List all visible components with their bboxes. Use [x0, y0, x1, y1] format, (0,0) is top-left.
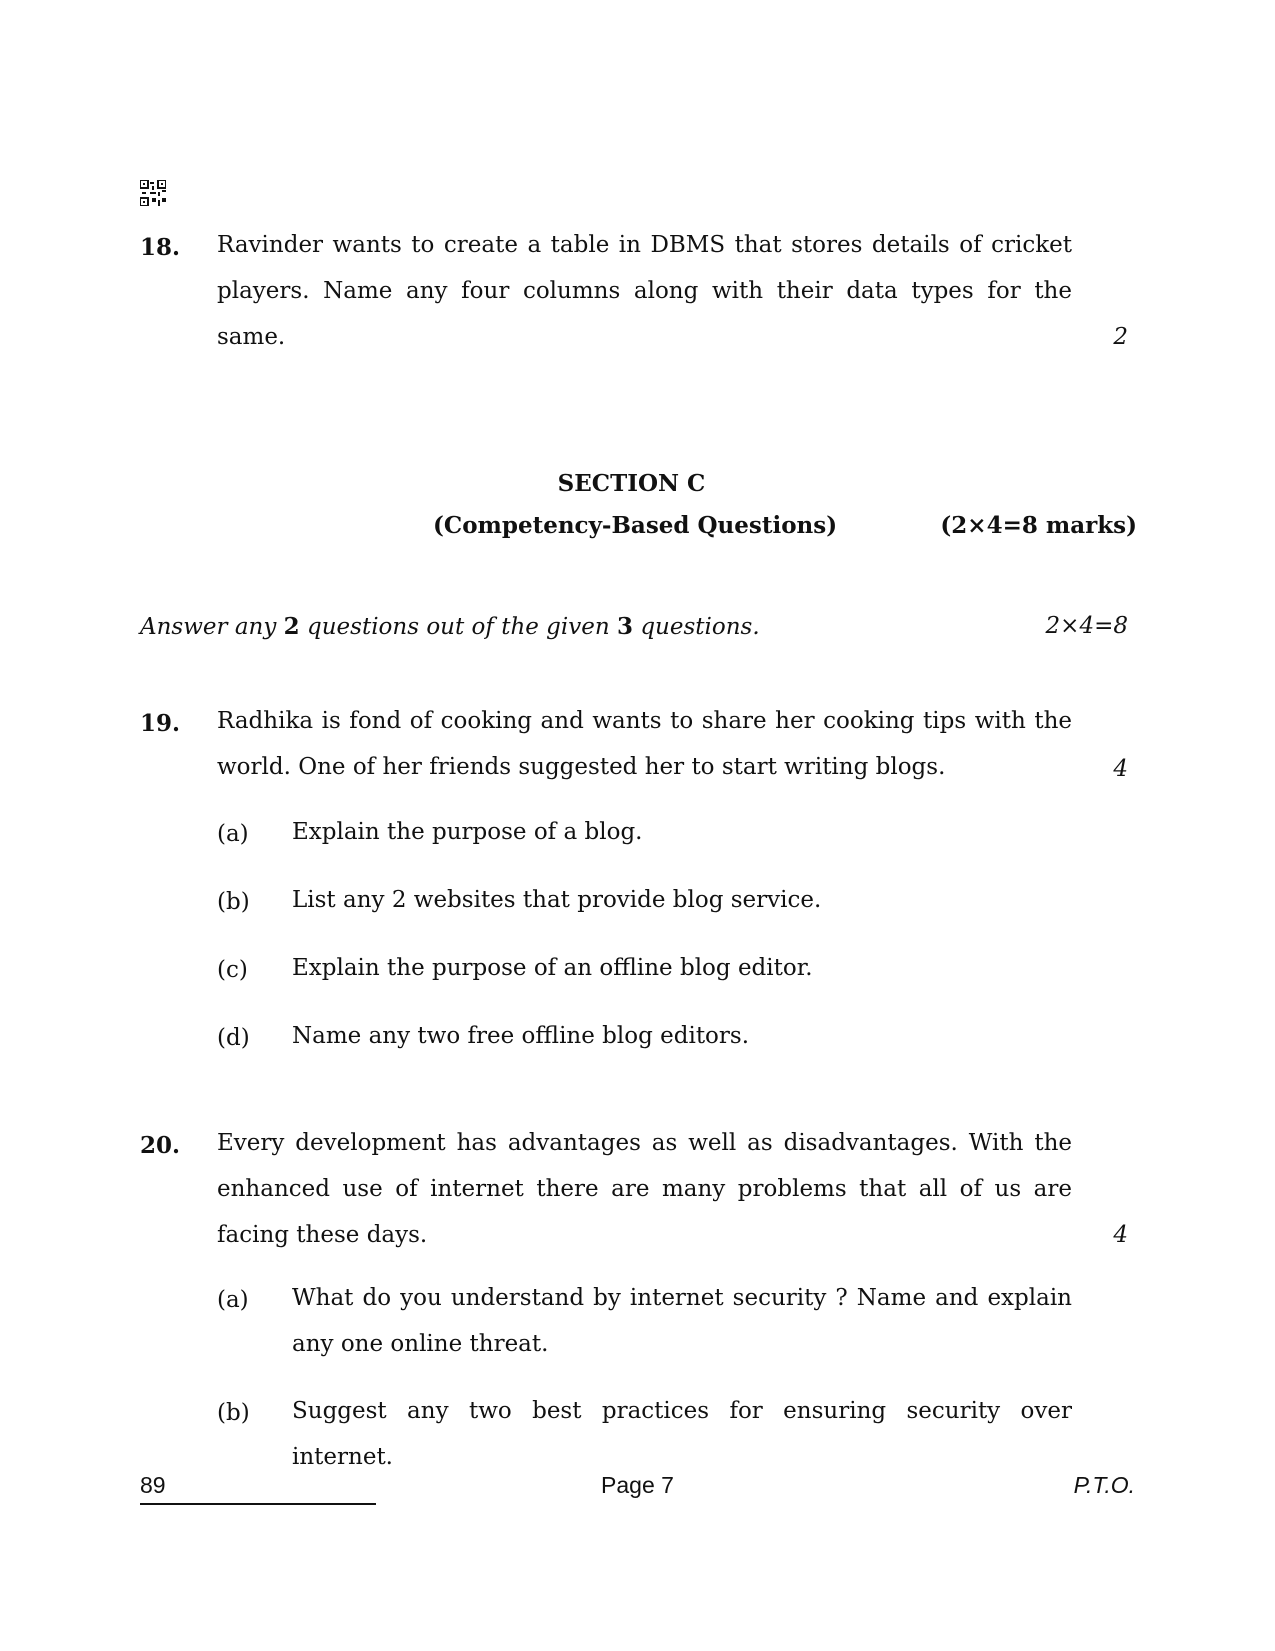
footer-page-number: Page 7: [601, 1472, 674, 1498]
q19-part-label: (a): [217, 821, 249, 847]
qr-code-icon: [140, 180, 166, 206]
instruction-marks: 2×4=8: [1045, 613, 1128, 639]
q20-part-label: (a): [217, 1287, 249, 1313]
q19-part-label: (b): [217, 889, 250, 915]
q18-text: Ravinder wants to create a table in DBMS that stores details of cricket players. Name any four columns along with their data types for the same.: [217, 232, 1072, 350]
q19-part-text: Explain the purpose of a blog.: [292, 819, 643, 845]
section-marks: (2×4=8 marks): [940, 512, 1137, 539]
q20-number: 20.: [140, 1132, 181, 1159]
q19-part-label: (d): [217, 1025, 250, 1051]
q19-part-text: List any 2 websites that provide blog service.: [292, 887, 822, 913]
q19-part-label: (c): [217, 957, 248, 983]
q18-number: 18.: [140, 234, 181, 261]
q20-part-text: What do you understand by internet security ? Name and explain any one online threat.: [292, 1285, 1072, 1357]
section-title: SECTION C: [557, 470, 706, 497]
q19-number: 19.: [140, 710, 181, 737]
q19-marks: 4: [1113, 756, 1128, 782]
footer-code: 89: [140, 1472, 166, 1498]
footer-divider: [140, 1503, 376, 1505]
section-subtitle: (Competency-Based Questions): [433, 512, 838, 539]
q18-marks: 2: [1113, 324, 1128, 350]
q19-text: Radhika is fond of cooking and wants to share her cooking tips with the world. One of her friends suggested her to start writing blogs.: [217, 708, 1072, 780]
footer-pto: P.T.O.: [1073, 1472, 1135, 1498]
q19-part-text: Explain the purpose of an offline blog editor.: [292, 955, 813, 981]
q20-part-text: Suggest any two best practices for ensuring security over internet.: [292, 1398, 1072, 1470]
q19-part-text: Name any two free offline blog editors.: [292, 1023, 750, 1049]
q20-part-label: (b): [217, 1400, 250, 1426]
instruction: Answer any 2 questions out of the given 3 questions.: [140, 613, 760, 640]
q20-text: Every development has advantages as well as disadvantages. With the enhanced use of internet there are many problems that all of us are facing these days.: [217, 1130, 1072, 1248]
q20-marks: 4: [1113, 1222, 1128, 1248]
